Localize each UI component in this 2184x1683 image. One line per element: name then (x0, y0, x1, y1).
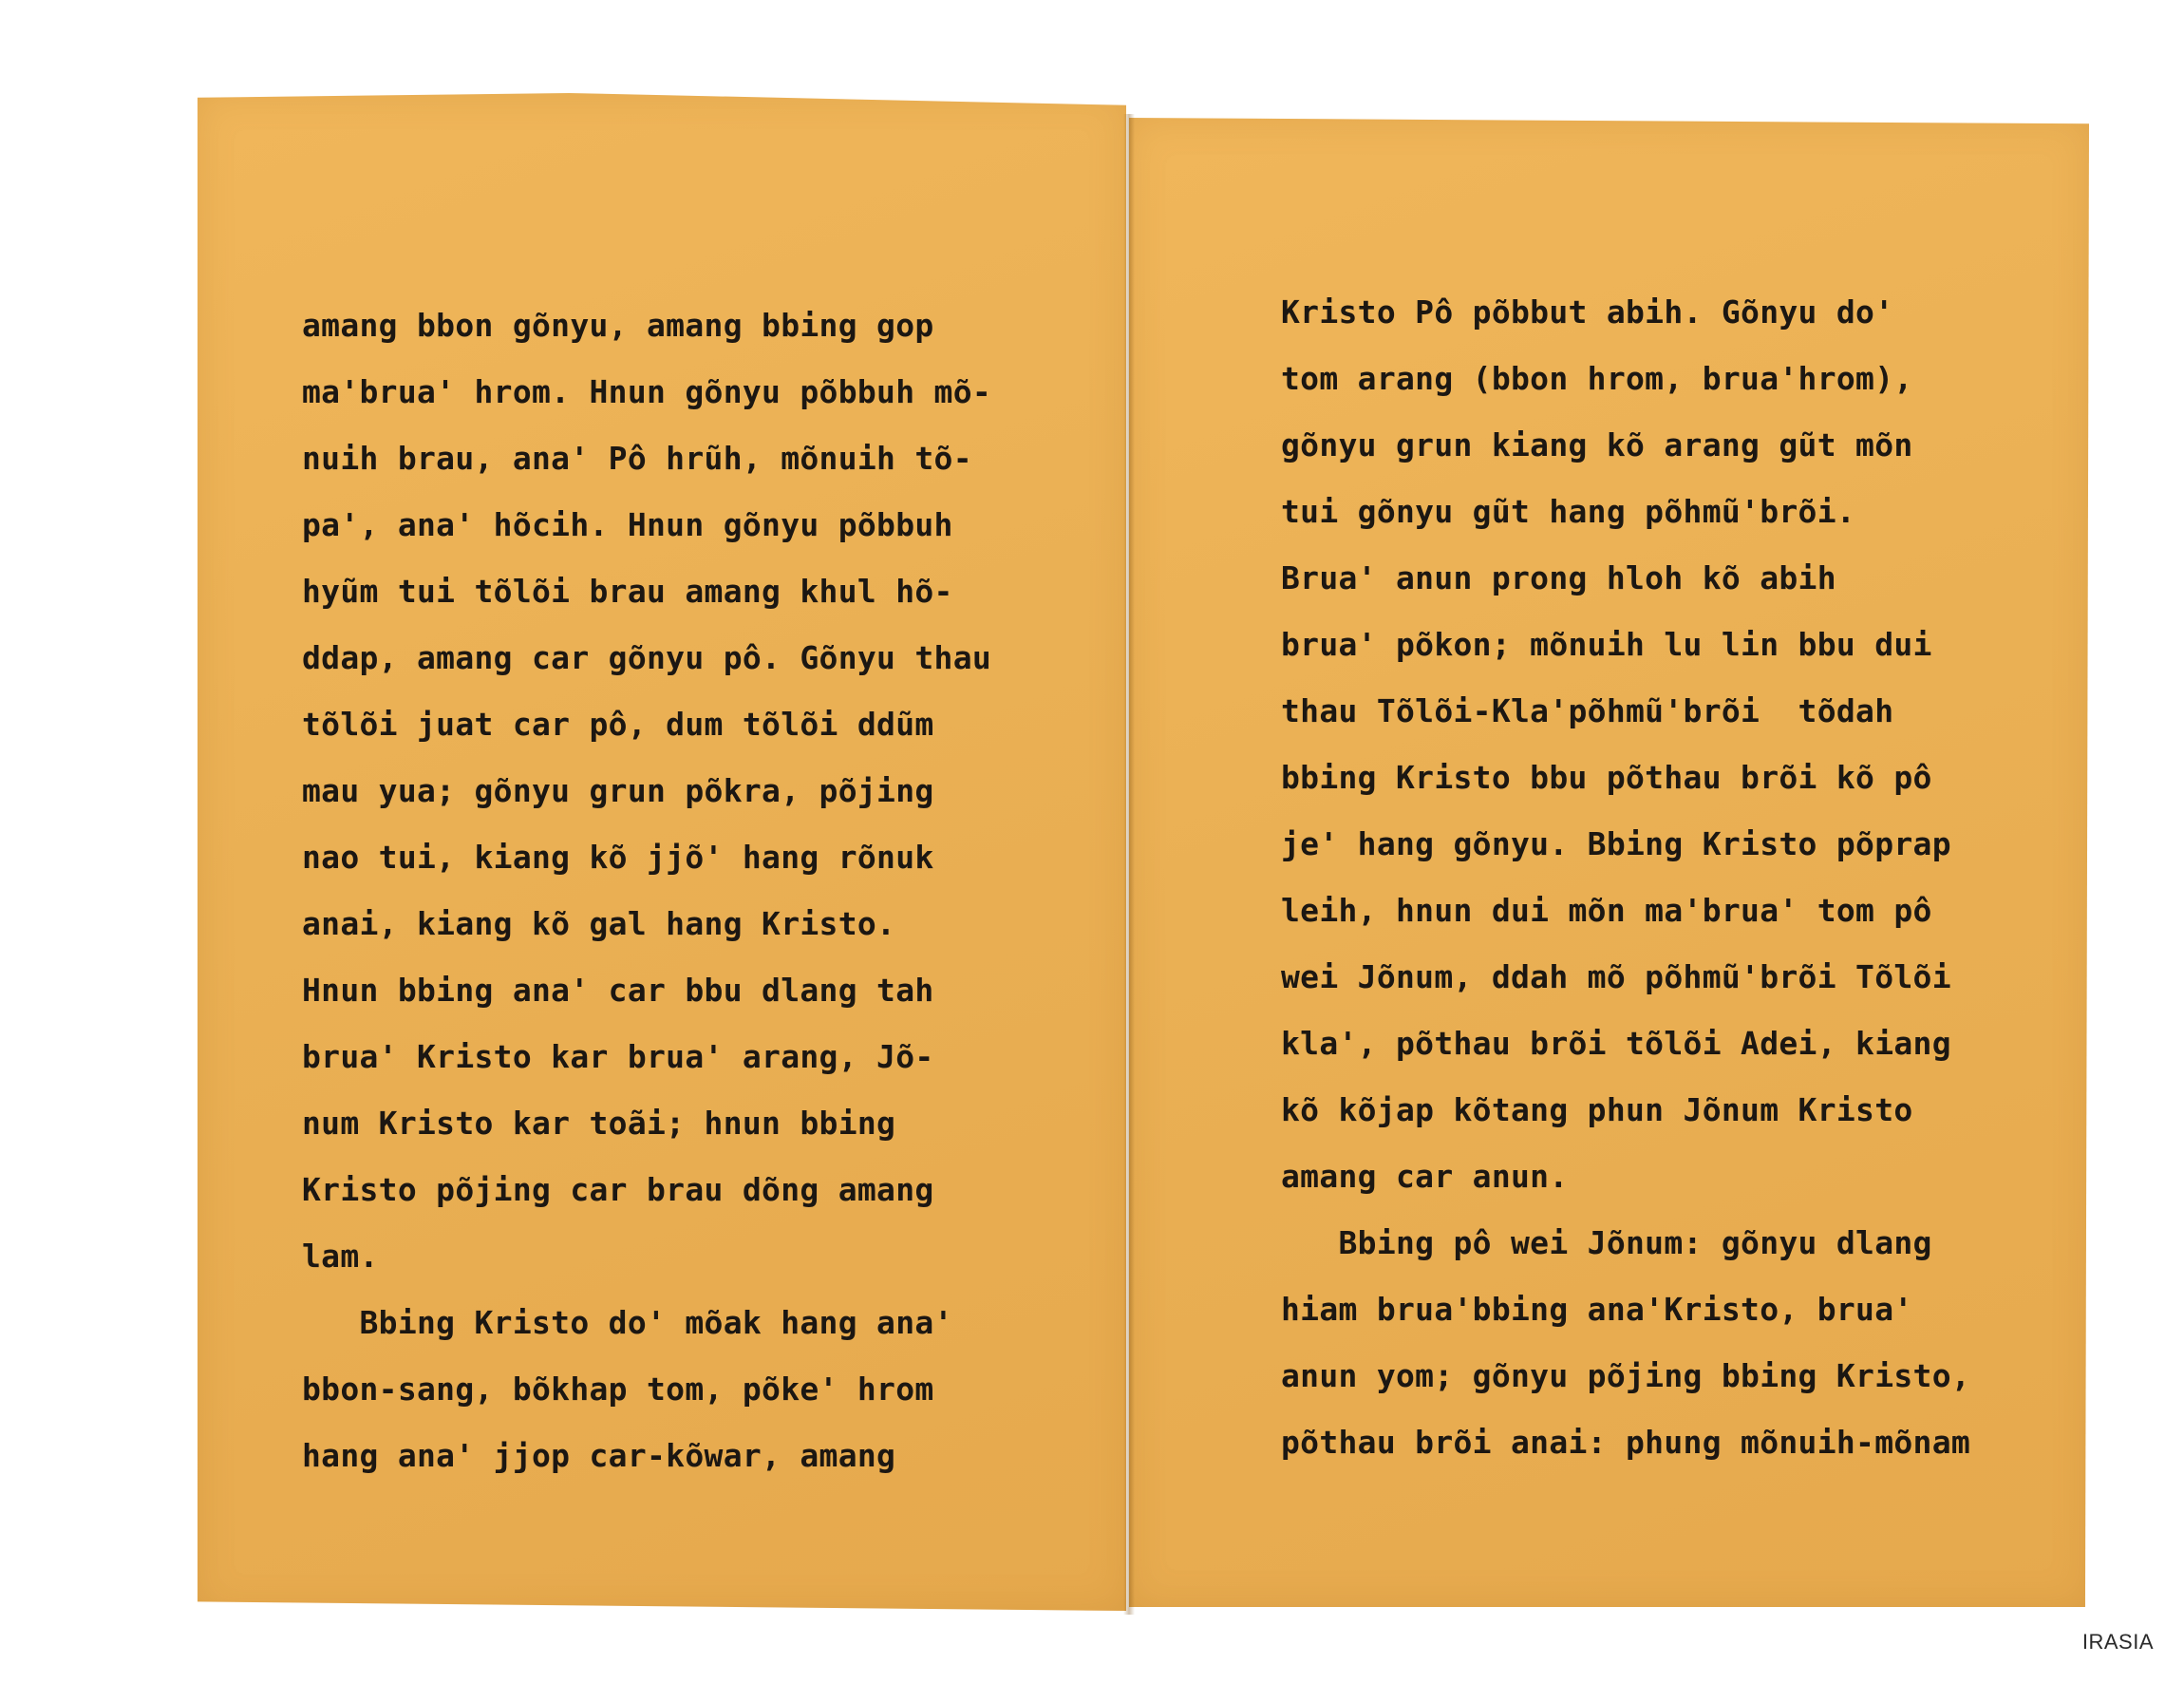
text-line: anai, kiang kõ gal hang Kristo. (302, 905, 896, 942)
watermark-label: IRASIA (2081, 1630, 2154, 1654)
text-line: Kristo põjing car brau dõng amang (302, 1171, 934, 1208)
text-line: Kristo Pô põbbut abih. Gõnyu do' (1281, 293, 1894, 331)
text-line: nuih brau, ana' Pô hrũh, mõnuih tõ- (302, 440, 972, 477)
text-line: kla', põthau brõi tõlõi Adei, kiang (1281, 1025, 1951, 1062)
page-gutter (1123, 114, 1135, 1615)
text-line: põthau brõi anai: phung mõnuih-mõnam (1281, 1424, 1971, 1461)
text-line: wei Jõnum, ddah mõ põhmũ'brõi Tõlõi (1281, 958, 1951, 995)
text-line: gõnyu grun kiang kõ arang gũt mõn (1281, 426, 1913, 463)
text-line: hang ana' jjop car-kõwar, amang (302, 1437, 896, 1474)
text-line: amang bbon gõnyu, amang bbing gop (302, 307, 934, 344)
text-line: mau yua; gõnyu grun põkra, põjing (302, 772, 934, 809)
text-line: brua' põkon; mõnuih lu lin bbu dui (1281, 626, 1932, 663)
text-line: hiam brua'bbing ana'Kristo, brua' (1281, 1291, 1913, 1328)
text-line: tõlõi juat car pô, dum tõlõi ddũm (302, 706, 934, 743)
text-line: leih, hnun dui mõn ma'brua' tom pô (1281, 892, 1932, 929)
text-line: Brua' anun prong hloh kõ abih (1281, 559, 1836, 596)
text-line: je' hang gõnyu. Bbing Kristo põprap (1281, 825, 1951, 862)
text-line: Bbing Kristo do' mõak hang ana' (302, 1304, 953, 1341)
left-page-text (302, 293, 1062, 1489)
text-line: hyũm tui tõlõi brau amang khul hõ- (302, 573, 953, 610)
text-line: Bbing pô wei Jõnum: gõnyu dlang (1281, 1224, 1932, 1261)
text-line: tui gõnyu gũt hang põhmũ'brõi. (1281, 493, 1856, 530)
text-line: tom arang (bbon hrom, brua'hrom), (1281, 360, 1913, 397)
text-line: thau Tõlõi-Kla'põhmũ'brõi tõdah (1281, 692, 1894, 729)
text-line: brua' Kristo kar brua' arang, Jõ- (302, 1038, 934, 1075)
text-line: ma'brua' hrom. Hnun gõnyu põbbuh mõ- (302, 373, 992, 410)
text-line: kõ kõjap kõtang phun Jõnum Kristo (1281, 1091, 1913, 1128)
text-line: ddap, amang car gõnyu pô. Gõnyu thau (302, 639, 992, 676)
text-line: amang car anun. (1281, 1158, 1569, 1195)
text-line: anun yom; gõnyu põjing bbing Kristo, (1281, 1357, 1971, 1394)
text-line: lam. (302, 1238, 379, 1275)
text-line: bbing Kristo bbu põthau brõi kõ pô (1281, 759, 1932, 796)
text-line: bbon-sang, bõkhap tom, põke' hrom (302, 1371, 934, 1408)
text-line: pa', ana' hõcih. Hnun gõnyu põbbuh (302, 506, 953, 543)
right-page-text (1281, 279, 2041, 1476)
text-line: num Kristo kar toãi; hnun bbing (302, 1105, 896, 1142)
text-line: nao tui, kiang kõ jjõ' hang rõnuk (302, 839, 934, 876)
text-line: Hnun bbing ana' car bbu dlang tah (302, 972, 934, 1009)
